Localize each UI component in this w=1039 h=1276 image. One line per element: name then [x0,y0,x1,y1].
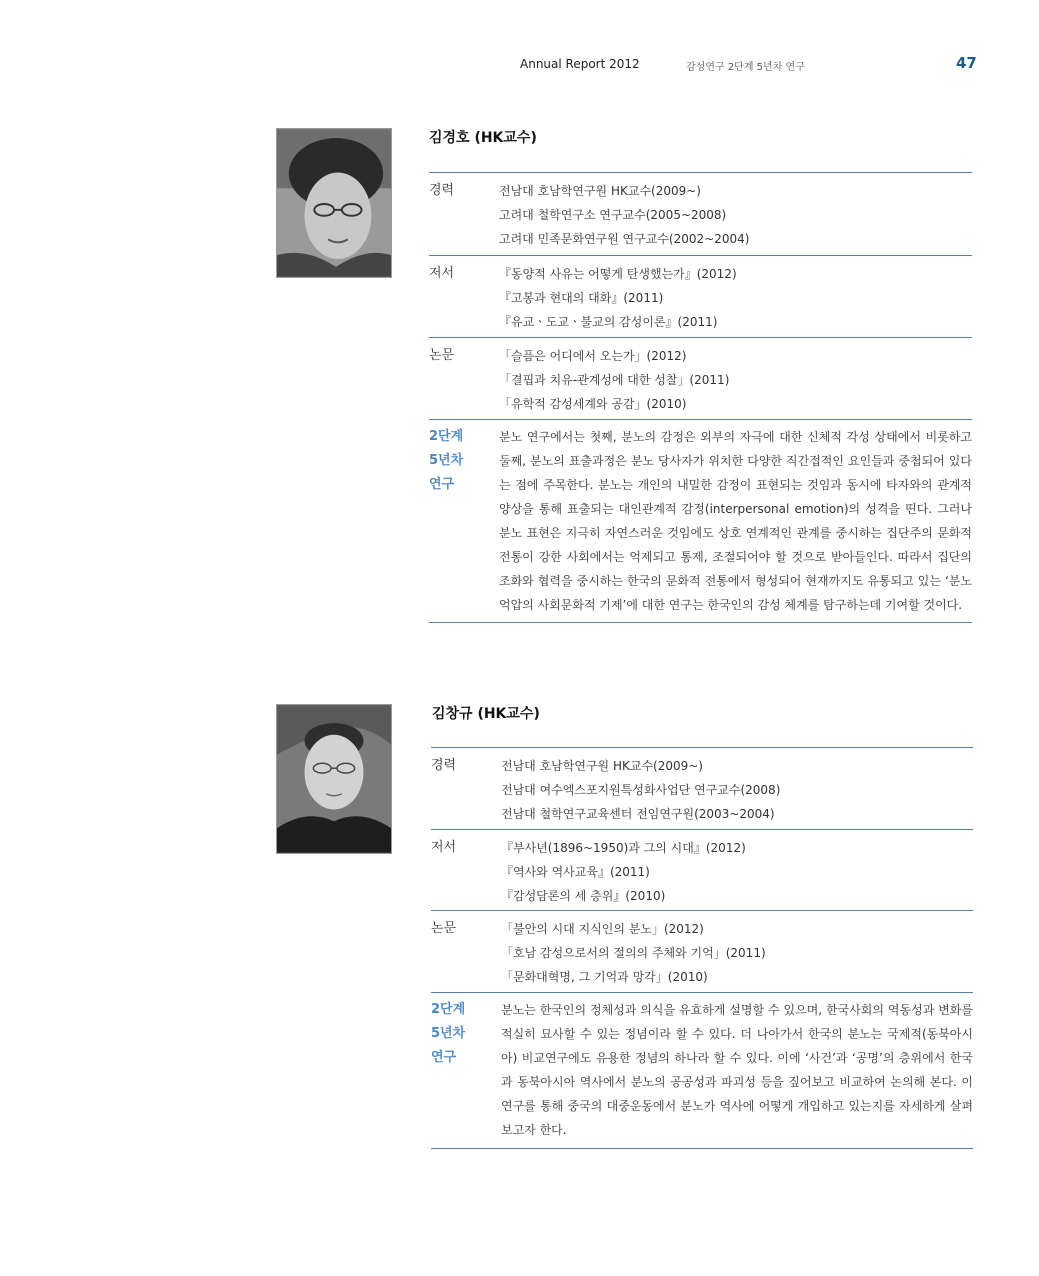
books-row [431,830,973,910]
list-item: 『역사와 역사교육』(2011) [501,865,650,879]
list-item: 『부사년(1896~1950)과 그의 시대』(2012) [501,841,746,855]
research-text: 분노는 한국인의 정체성과 의식을 유효하게 설명할 수 있으며, 한국사회의 역동성과 변화를 적실히 묘사할 수 있는 정념이라 할 수 있다. 더 나아가서 한국의 분노는 국제적(동북아시아) 비교연구에도 유용한 정념의 하나라 할 수 있다. 이에 ‘사건’과 ‘공명’의 층위에서 한국과 동북아시아 역사에서 분노의 공공성과 파괴성 등을 짚어보고 비교하여 논의해 본다. 이 연구를 통해 중국의 대중운동에서 분노가 역사에 어떻게 개입하고 있는지를 자세하게 살펴보고자 한다. [501,1003,973,1137]
research-label-line: 2단계 [431,1002,466,1017]
list-item: 『동양적 사유는 어떻게 탄생했는가』(2012) [499,267,737,281]
profile-name: 김창규 (HK교수) [432,706,540,722]
papers-list [499,344,972,419]
research-row [429,420,972,622]
research-label-line: 5년차 [429,453,464,468]
list-item: 「호남 감성으로서의 절의의 주체와 기억」(2011) [501,946,766,960]
research-label [429,425,499,622]
divider [429,622,972,623]
divider [431,1148,973,1149]
list-item: 『고봉과 현대의 대화』(2011) [499,291,664,305]
books-list [501,836,973,910]
report-subtitle: 감성연구 2단계 5년차 연구 [686,62,805,73]
profile-name: 김경호 (HK교수) [429,130,537,146]
report-title: Annual Report 2012 [520,57,640,71]
portrait-image [277,705,391,853]
profile-table [429,172,972,623]
papers-label: 논문 [429,348,455,363]
list-item: 전남대 호남학연구원 HK교수(2009~) [499,184,701,198]
career-list [499,179,972,255]
career-label: 경력 [429,183,455,198]
list-item: 「유학적 감성세계와 공감」(2010) [499,397,687,411]
research-label-line: 5년차 [431,1026,466,1041]
list-item: 전남대 철학연구교육센터 전임연구원(2003~2004) [501,807,775,821]
books-label: 저서 [431,840,457,855]
page-header [0,55,1039,75]
list-item: 고려대 철학연구소 연구교수(2005~2008) [499,208,727,222]
books-label: 저서 [429,266,455,281]
career-list [501,754,973,829]
papers-label: 논문 [431,921,457,936]
career-row [431,748,973,829]
list-item: 고려대 민족문화연구원 연구교수(2002~2004) [499,232,750,246]
books-list [499,262,972,337]
list-item: 「슬픔은 어디에서 오는가」(2012) [499,349,687,363]
research-label-line: 2단계 [429,429,464,444]
career-row [429,173,972,255]
papers-row [429,338,972,419]
list-item: 『감성담론의 세 층위』(2010) [501,889,666,903]
profile-table [431,747,973,1149]
books-row [429,256,972,337]
research-label-line: 연구 [429,477,455,492]
portrait-photo [276,128,392,278]
list-item: 「불안의 시대 지식인의 분노」(2012) [501,922,704,936]
research-label-line: 연구 [431,1050,457,1065]
list-item: 전남대 호남학연구원 HK교수(2009~) [501,759,703,773]
portrait-photo [276,704,392,854]
list-item: 『유교ㆍ도교ㆍ불교의 감성이론』(2011) [499,315,718,329]
portrait-image [277,129,391,277]
list-item: 전남대 여수엑스포지원특성화사업단 연구교수(2008) [501,783,781,797]
research-row [431,993,973,1148]
research-label [431,998,501,1148]
page-number: 47 [956,54,977,72]
papers-row [431,911,973,992]
research-text: 분노 연구에서는 첫째, 분노의 감정은 외부의 자극에 대한 신체적 각성 상태에서 비롯하고 둘째, 분노의 표출과정은 분노 당사자가 위치한 다양한 직간접적인 요인들과 중첩되어 있다는 점에 주목한다. 분노는 개인의 내밀한 감정이 표현되는 것임과 동시에 타자와의 관계적 양상을 통해 표출되는 대인관계적 감정(interpersonal emotion)의 성격을 띤다. 그러나 분노 표현은 지극히 자연스러운 것임에도 상호 연계적인 관계를 중시하는 집단주의 문화적 전통이 강한 사회에서는 억제되고 통제, 조절되어야 할 것으로 받아들인다. 따라서 집단의 조화와 협력을 중시하는 한국의 문화적 전통에서 형성되어 현재까지도 유통되고 있는 ‘분노억압의 사회문화적 기제’에 대한 연구는 한국인의 감성 체계를 탐구하는데 기여할 것이다. [499,430,972,612]
list-item: 「문화대혁명, 그 기억과 망각」(2010) [501,970,708,984]
list-item: 「결핍과 치유-관계성에 대한 성찰」(2011) [499,373,730,387]
papers-list [501,917,973,992]
career-label: 경력 [431,758,457,773]
